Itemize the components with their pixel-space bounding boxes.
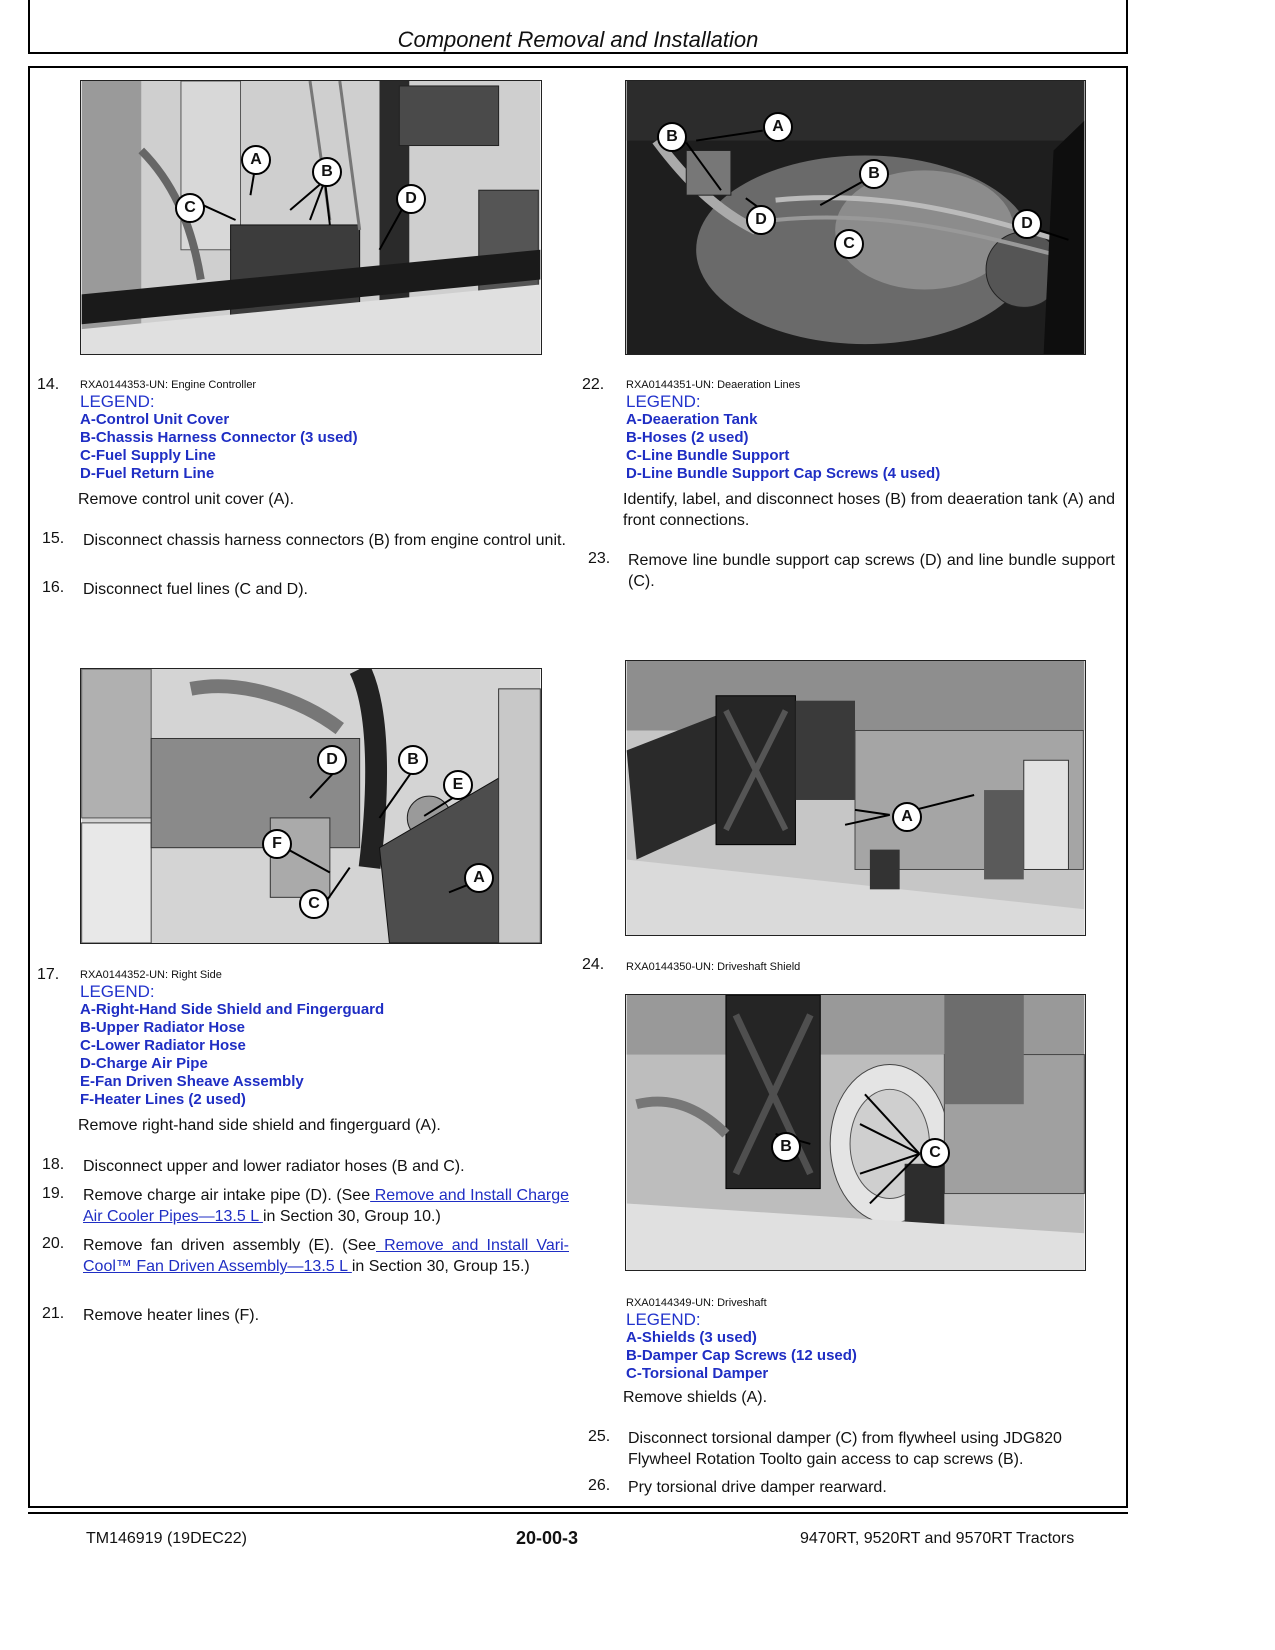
legend-item: A-Deaeration Tank xyxy=(626,411,758,428)
step-number-17: 17. xyxy=(37,966,60,983)
legend-title: LEGEND: xyxy=(626,392,701,411)
link-charge-air-cooler-pipes[interactable]: Remove and Install Charge Air Cooler Pipes—13.5 L xyxy=(83,1187,569,1225)
figure-driveshaft-shield xyxy=(625,660,1086,936)
step-20-post: in Section 30, Group 15.) xyxy=(351,1258,530,1275)
callout-a: A xyxy=(892,802,922,832)
driveshaft-illustration xyxy=(626,995,1085,1270)
callout-b: B xyxy=(657,122,687,152)
step-24-text: Remove shields (A). xyxy=(623,1389,768,1406)
legend-title: LEGEND: xyxy=(80,982,155,1001)
figure-deaeration-lines xyxy=(625,80,1086,355)
legend-block-deaeration-lines xyxy=(626,378,1116,483)
figure-caption: RXA0144351-UN: Deaeration Lines xyxy=(626,379,801,391)
legend-item: A-Shields (3 used) xyxy=(626,1329,757,1346)
figure-caption: RXA0144352-UN: Right Side xyxy=(80,969,222,981)
footer-rule xyxy=(28,1512,1128,1514)
footer-product: 9470RT, 9520RT and 9570RT Tractors xyxy=(800,1530,1075,1547)
callout-b-second: B xyxy=(859,159,889,189)
legend-block-right-side xyxy=(80,968,570,1109)
legend-item: B-Upper Radiator Hose xyxy=(80,1019,246,1036)
legend-item: A-Right-Hand Side Shield and Fingerguard xyxy=(80,1001,385,1018)
legend-item: E-Fan Driven Sheave Assembly xyxy=(80,1073,304,1090)
legend-block-engine-controller xyxy=(80,378,570,483)
callout-d: D xyxy=(746,205,776,235)
step-25-text: Disconnect torsional damper (C) from flywheel using JDG820 Flywheel Rotation Toolto gain access to cap screws (B). xyxy=(628,1430,1062,1468)
step-21-text: Remove heater lines (F). xyxy=(83,1307,260,1324)
callout-b: B xyxy=(771,1132,801,1162)
engine-controller-illustration xyxy=(81,81,541,354)
step-number-20: 20. xyxy=(42,1235,65,1252)
legend-item: C-Fuel Supply Line xyxy=(80,447,216,464)
step-number-19: 19. xyxy=(42,1185,65,1202)
legend-block-driveshaft xyxy=(626,1296,1116,1383)
legend-item: B-Hoses (2 used) xyxy=(626,429,749,446)
callout-c: C xyxy=(175,193,205,223)
step-14-text: Remove control unit cover (A). xyxy=(78,491,295,508)
legend-item: D-Fuel Return Line xyxy=(80,465,215,482)
callout-a: A xyxy=(241,145,271,175)
step-20-pre: Remove fan driven assembly (E). (See xyxy=(83,1237,376,1254)
callout-c: C xyxy=(299,889,329,919)
step-number-14: 14. xyxy=(37,376,60,393)
step-17-text: Remove right-hand side shield and fingerguard (A). xyxy=(78,1117,441,1134)
step-16-text: Disconnect fuel lines (C and D). xyxy=(83,581,308,598)
callout-a: A xyxy=(763,112,793,142)
legend-item: A-Control Unit Cover xyxy=(80,411,230,428)
link-vari-cool-fan-driven-assembly[interactable]: Remove and Install Vari-Cool™ Fan Driven Assembly—13.5 L xyxy=(83,1237,569,1275)
step-15-text: Disconnect chassis harness connectors (B) from engine control unit. xyxy=(83,532,566,549)
step-22-text: Identify, label, and disconnect hoses (B) from deaeration tank (A) and front connections. xyxy=(623,491,1115,529)
figure-right-side xyxy=(80,668,542,944)
callout-d: D xyxy=(317,745,347,775)
callout-a: A xyxy=(464,863,494,893)
legend-item: D-Line Bundle Support Cap Screws (4 used) xyxy=(626,465,941,482)
legend-item: D-Charge Air Pipe xyxy=(80,1055,208,1072)
step-19-text xyxy=(83,1185,569,1227)
footer-page-number: 20-00-3 xyxy=(516,1528,579,1548)
callout-f: F xyxy=(262,829,292,859)
callout-c: C xyxy=(834,229,864,259)
figure-caption: RXA0144353-UN: Engine Controller xyxy=(80,379,257,391)
step-number-25: 25. xyxy=(588,1428,611,1445)
legend-item: C-Lower Radiator Hose xyxy=(80,1037,246,1054)
callout-c: C xyxy=(920,1138,950,1168)
legend-item: B-Chassis Harness Connector (3 used) xyxy=(80,429,358,446)
callout-d-second: D xyxy=(1012,209,1042,239)
driveshaft-shield-illustration xyxy=(626,661,1085,935)
step-number-26: 26. xyxy=(588,1477,611,1494)
page-header-title: Component Removal and Installation xyxy=(397,27,759,52)
step-19-pre: Remove charge air intake pipe (D). (See xyxy=(83,1187,371,1204)
step-number-18: 18. xyxy=(42,1156,65,1173)
step-number-22: 22. xyxy=(582,376,605,393)
legend-item: F-Heater Lines (2 used) xyxy=(80,1091,246,1108)
step-number-21: 21. xyxy=(42,1305,65,1322)
footer-doc-id: TM146919 (19DEC22) xyxy=(86,1530,247,1547)
legend-title: LEGEND: xyxy=(626,1310,701,1329)
callout-b: B xyxy=(398,745,428,775)
legend-item: C-Torsional Damper xyxy=(626,1365,769,1382)
callout-b: B xyxy=(312,157,342,187)
callout-e: E xyxy=(443,770,473,800)
figure-caption-driveshaft-shield: RXA0144350-UN: Driveshaft Shield xyxy=(626,961,801,973)
legend-item: B-Damper Cap Screws (12 used) xyxy=(626,1347,857,1364)
step-number-15: 15. xyxy=(42,530,65,547)
legend-title: LEGEND: xyxy=(80,392,155,411)
step-19-post: in Section 30, Group 10.) xyxy=(262,1208,441,1225)
step-20-text xyxy=(83,1235,569,1277)
legend-item: C-Line Bundle Support xyxy=(626,447,790,464)
figure-caption: RXA0144349-UN: Driveshaft xyxy=(626,1297,767,1309)
figure-engine-controller xyxy=(80,80,542,355)
callout-d: D xyxy=(396,184,426,214)
step-23-text: Remove line bundle support cap screws (D) and line bundle support (C). xyxy=(628,552,1115,590)
step-18-text: Disconnect upper and lower radiator hoses (B and C). xyxy=(83,1158,465,1175)
step-number-24: 24. xyxy=(582,956,605,973)
step-number-16: 16. xyxy=(42,579,65,596)
step-26-text: Pry torsional drive damper rearward. xyxy=(628,1479,887,1496)
figure-driveshaft xyxy=(625,994,1086,1271)
step-number-23: 23. xyxy=(588,550,611,567)
